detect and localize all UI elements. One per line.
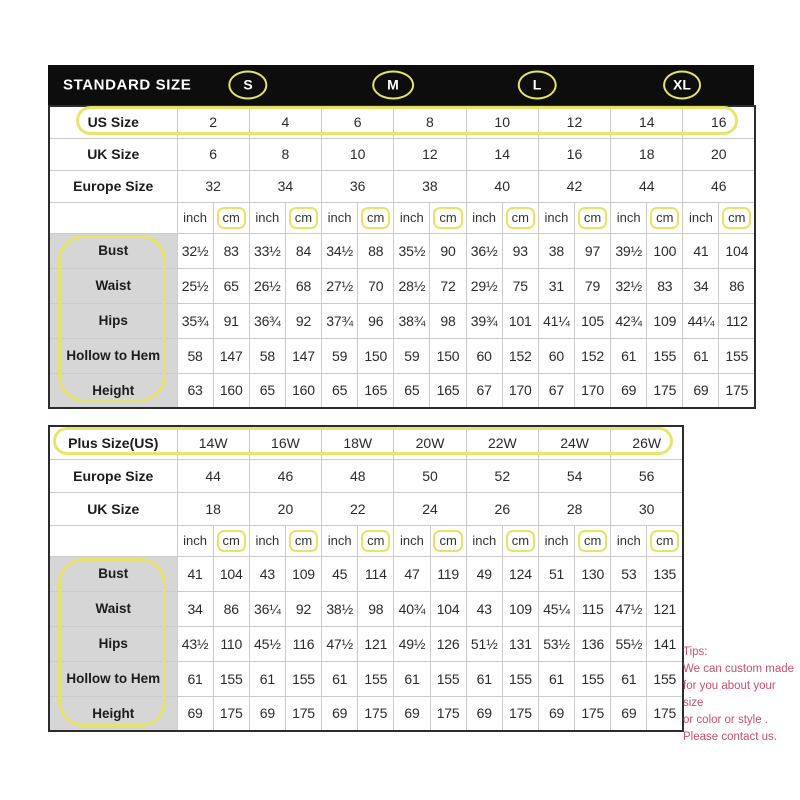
table-cell: 49½: [394, 626, 430, 661]
table-cell: 58: [177, 338, 213, 373]
table-cell: 155: [285, 661, 321, 696]
unit-inch-cell: inch: [611, 202, 647, 233]
row-label: UK Size: [49, 492, 177, 525]
row-label: Waist: [49, 268, 177, 303]
standard-size-section: [48, 65, 754, 409]
table-cell: 69: [394, 696, 430, 731]
table-cell: 69: [466, 696, 502, 731]
table-cell: 34: [177, 591, 213, 626]
table-cell: 44: [611, 170, 683, 202]
unit-cm-cell: [575, 525, 611, 556]
table-cell: 10: [322, 138, 394, 170]
unit-cm-cell: [647, 525, 683, 556]
table-cell: 14: [611, 106, 683, 138]
standard-size-table: [48, 105, 756, 409]
table-cell: 16: [538, 138, 610, 170]
table-cell: 155: [647, 338, 683, 373]
standard-size-table-host: [48, 105, 754, 409]
table-cell: 32: [177, 170, 249, 202]
table-cell: 83: [213, 233, 249, 268]
unit-inch-cell: inch: [394, 525, 430, 556]
table-cell: 43: [249, 556, 285, 591]
row-label: Waist: [49, 591, 177, 626]
table-cell: 155: [213, 661, 249, 696]
tips-line: or color or style .: [683, 714, 768, 726]
table-cell: 49: [466, 556, 502, 591]
row-label: US Size: [49, 106, 177, 138]
table-row: [49, 696, 683, 731]
table-cell: 22: [322, 492, 394, 525]
table-cell: 47½: [322, 626, 358, 661]
table-cell: 131: [502, 626, 538, 661]
table-cell: 39¾: [466, 303, 502, 338]
table-cell: 6: [177, 138, 249, 170]
table-cell: 34: [249, 170, 321, 202]
table-cell: 165: [358, 373, 394, 408]
table-cell: 110: [213, 626, 249, 661]
table-cell: 8: [249, 138, 321, 170]
table-cell: 38: [538, 233, 574, 268]
cm-highlight-box: cm: [506, 207, 535, 229]
table-cell: 36½: [466, 233, 502, 268]
table-cell: 170: [574, 373, 610, 408]
unit-cm-cell: [502, 525, 538, 556]
table-cell: 150: [430, 338, 466, 373]
table-cell: 12: [538, 106, 610, 138]
cm-highlight-box: cm: [433, 530, 462, 552]
table-row: [49, 459, 683, 492]
table-cell: 26½: [249, 268, 285, 303]
table-cell: 98: [358, 591, 394, 626]
unit-cm-cell: [502, 202, 538, 233]
table-cell: 59: [322, 338, 358, 373]
table-cell: 6: [322, 106, 394, 138]
table-cell: 70: [358, 268, 394, 303]
unit-inch-cell: inch: [466, 202, 502, 233]
table-cell: 40¾: [394, 591, 430, 626]
table-cell: 43½: [177, 626, 213, 661]
table-cell: 175: [647, 696, 683, 731]
table-cell: 42: [538, 170, 610, 202]
table-row: [49, 138, 755, 170]
table-cell: 37¾: [322, 303, 358, 338]
tips-line: for you about your size: [683, 680, 776, 709]
table-cell: 35¾: [177, 303, 213, 338]
table-cell: 45¼: [538, 591, 574, 626]
table-cell: 72: [430, 268, 466, 303]
table-cell: 104: [213, 556, 249, 591]
table-cell: 39½: [611, 233, 647, 268]
table-cell: 58: [249, 338, 285, 373]
row-label: UK Size: [49, 138, 177, 170]
table-cell: 53½: [538, 626, 574, 661]
table-cell: 12: [394, 138, 466, 170]
size-letter-ellipse: L: [518, 71, 557, 100]
row-label: Europe Size: [49, 459, 177, 492]
table-cell: 147: [285, 338, 321, 373]
table-cell: 53: [611, 556, 647, 591]
table-cell: 98: [430, 303, 466, 338]
table-cell: 51: [538, 556, 574, 591]
table-cell: 150: [358, 338, 394, 373]
table-cell: 61: [394, 661, 430, 696]
table-row: [49, 591, 683, 626]
cm-highlight-box: cm: [361, 207, 390, 229]
table-cell: 44¼: [683, 303, 719, 338]
table-cell: 47: [394, 556, 430, 591]
table-cell: 32½: [177, 233, 213, 268]
table-cell: 92: [285, 591, 321, 626]
table-cell: 170: [502, 373, 538, 408]
unit-inch-cell: inch: [322, 525, 358, 556]
table-cell: 44: [177, 459, 249, 492]
table-cell: 155: [647, 661, 683, 696]
table-row: [49, 338, 755, 373]
unit-inch-cell: inch: [249, 202, 285, 233]
unit-inch-cell: inch: [538, 525, 574, 556]
cm-highlight-box: cm: [650, 207, 679, 229]
table-cell: 51½: [466, 626, 502, 661]
table-row: [49, 233, 755, 268]
table-cell: 116: [285, 626, 321, 661]
table-row: [49, 525, 683, 556]
unit-inch-cell: inch: [177, 202, 213, 233]
table-cell: 38: [394, 170, 466, 202]
table-cell: 121: [647, 591, 683, 626]
table-cell: 50: [394, 459, 466, 492]
table-row: [49, 661, 683, 696]
table-cell: 69: [177, 696, 213, 731]
unit-cm-cell: [647, 202, 683, 233]
table-cell: 105: [574, 303, 610, 338]
table-cell: 84: [285, 233, 321, 268]
table-cell: 69: [538, 696, 574, 731]
table-cell: 75: [502, 268, 538, 303]
cm-highlight-box: cm: [289, 530, 318, 552]
table-cell: 79: [574, 268, 610, 303]
table-cell: 59: [394, 338, 430, 373]
table-cell: 136: [575, 626, 611, 661]
table-cell: 42¾: [611, 303, 647, 338]
table-cell: 175: [285, 696, 321, 731]
table-cell: 18: [177, 492, 249, 525]
table-cell: 67: [466, 373, 502, 408]
unit-inch-cell: inch: [683, 202, 719, 233]
table-cell: 126: [430, 626, 466, 661]
cm-highlight-box: cm: [289, 207, 318, 229]
table-cell: 43: [466, 591, 502, 626]
table-cell: 86: [213, 591, 249, 626]
unit-cm-cell: [574, 202, 610, 233]
table-cell: 16W: [249, 426, 321, 459]
table-cell: 96: [358, 303, 394, 338]
table-cell: 109: [502, 591, 538, 626]
table-cell: 91: [213, 303, 249, 338]
table-cell: 22W: [466, 426, 538, 459]
cm-highlight-box: cm: [506, 530, 535, 552]
table-cell: 54: [538, 459, 610, 492]
row-label: Hips: [49, 626, 177, 661]
plus-size-table-host: [48, 425, 682, 732]
row-label: Hips: [49, 303, 177, 338]
table-cell: 40: [466, 170, 538, 202]
unit-inch-cell: inch: [177, 525, 213, 556]
cm-highlight-box: cm: [722, 207, 751, 229]
table-cell: 41¼: [538, 303, 574, 338]
table-cell: 65: [249, 373, 285, 408]
table-cell: 175: [647, 373, 683, 408]
table-cell: 175: [575, 696, 611, 731]
table-row: [49, 303, 755, 338]
table-cell: 36¼: [249, 591, 285, 626]
row-label: Height: [49, 373, 177, 408]
table-cell: 10: [466, 106, 538, 138]
table-cell: 34½: [322, 233, 358, 268]
table-cell: 30: [611, 492, 683, 525]
table-cell: 26: [466, 492, 538, 525]
table-cell: 24W: [538, 426, 610, 459]
size-letter-ellipse: S: [228, 71, 267, 100]
tips-line: Tips:: [683, 646, 708, 658]
table-cell: 20: [683, 138, 755, 170]
table-cell: 61: [322, 661, 358, 696]
row-label: Plus Size(US): [49, 426, 177, 459]
table-cell: 121: [358, 626, 394, 661]
table-cell: 147: [213, 338, 249, 373]
row-label-empty: [49, 525, 177, 556]
cm-highlight-box: cm: [433, 207, 462, 229]
table-cell: 29½: [466, 268, 502, 303]
table-cell: 175: [430, 696, 466, 731]
table-cell: 152: [502, 338, 538, 373]
table-cell: 65: [213, 268, 249, 303]
table-row: [49, 373, 755, 408]
table-cell: 45½: [249, 626, 285, 661]
unit-inch-cell: inch: [538, 202, 574, 233]
table-cell: 101: [502, 303, 538, 338]
table-cell: 52: [466, 459, 538, 492]
table-cell: 141: [647, 626, 683, 661]
table-cell: 63: [177, 373, 213, 408]
table-cell: 155: [575, 661, 611, 696]
table-cell: 48: [322, 459, 394, 492]
table-cell: 112: [719, 303, 755, 338]
table-cell: 55½: [611, 626, 647, 661]
table-cell: 46: [249, 459, 321, 492]
table-cell: 104: [430, 591, 466, 626]
table-cell: 109: [285, 556, 321, 591]
table-row: [49, 492, 683, 525]
table-cell: 14: [466, 138, 538, 170]
cm-highlight-box: cm: [578, 530, 607, 552]
table-cell: 61: [177, 661, 213, 696]
size-letter-ellipse: M: [372, 71, 414, 100]
unit-cm-cell: [285, 202, 321, 233]
table-cell: 18: [611, 138, 683, 170]
table-cell: 114: [358, 556, 394, 591]
table-cell: 83: [647, 268, 683, 303]
table-cell: 25½: [177, 268, 213, 303]
table-cell: 152: [574, 338, 610, 373]
unit-cm-cell: [358, 525, 394, 556]
table-cell: 86: [719, 268, 755, 303]
table-cell: 61: [249, 661, 285, 696]
table-cell: 67: [538, 373, 574, 408]
unit-inch-cell: inch: [249, 525, 285, 556]
standard-size-header: [48, 65, 754, 105]
table-cell: 155: [358, 661, 394, 696]
table-cell: 175: [358, 696, 394, 731]
table-cell: 24: [394, 492, 466, 525]
unit-inch-cell: inch: [394, 202, 430, 233]
row-label: Height: [49, 696, 177, 731]
table-cell: 32½: [611, 268, 647, 303]
unit-inch-cell: inch: [466, 525, 502, 556]
table-cell: 93: [502, 233, 538, 268]
table-cell: 38½: [322, 591, 358, 626]
table-cell: 69: [611, 696, 647, 731]
size-letter-ellipse: XL: [663, 71, 701, 100]
unit-inch-cell: inch: [322, 202, 358, 233]
table-cell: 36: [322, 170, 394, 202]
table-cell: 124: [502, 556, 538, 591]
cm-highlight-box: cm: [217, 207, 246, 229]
unit-cm-cell: [213, 525, 249, 556]
unit-cm-cell: [430, 525, 466, 556]
table-cell: 90: [430, 233, 466, 268]
table-cell: 109: [647, 303, 683, 338]
cm-highlight-box: cm: [578, 207, 607, 229]
table-cell: 68: [285, 268, 321, 303]
table-cell: 41: [177, 556, 213, 591]
cm-highlight-box: cm: [217, 530, 246, 552]
table-cell: 130: [575, 556, 611, 591]
plus-size-table: [48, 425, 684, 732]
table-row: [49, 202, 755, 233]
table-cell: 165: [430, 373, 466, 408]
table-cell: 4: [249, 106, 321, 138]
row-label: Hollow to Hem: [49, 661, 177, 696]
table-cell: 61: [611, 661, 647, 696]
unit-cm-cell: [285, 525, 321, 556]
table-cell: 61: [538, 661, 574, 696]
table-cell: 61: [683, 338, 719, 373]
row-label: Europe Size: [49, 170, 177, 202]
table-cell: 35½: [394, 233, 430, 268]
table-cell: 175: [502, 696, 538, 731]
table-cell: 34: [683, 268, 719, 303]
tips-line: Please contact us.: [683, 731, 777, 743]
table-cell: 104: [719, 233, 755, 268]
table-cell: 60: [538, 338, 574, 373]
table-cell: 56: [611, 459, 683, 492]
table-cell: 8: [394, 106, 466, 138]
table-cell: 47½: [611, 591, 647, 626]
table-cell: 18W: [322, 426, 394, 459]
table-cell: 41: [683, 233, 719, 268]
table-cell: 97: [574, 233, 610, 268]
table-row: [49, 170, 755, 202]
table-cell: 175: [213, 696, 249, 731]
table-cell: 155: [430, 661, 466, 696]
table-row: [49, 556, 683, 591]
table-cell: 36¾: [249, 303, 285, 338]
table-cell: 20W: [394, 426, 466, 459]
unit-cm-cell: [213, 202, 249, 233]
table-cell: 100: [647, 233, 683, 268]
cm-highlight-box: cm: [361, 530, 390, 552]
table-cell: 28: [538, 492, 610, 525]
table-cell: 65: [322, 373, 358, 408]
standard-size-title: STANDARD SIZE: [63, 76, 192, 94]
unit-cm-cell: [430, 202, 466, 233]
table-cell: 69: [322, 696, 358, 731]
table-cell: 65: [394, 373, 430, 408]
table-cell: 31: [538, 268, 574, 303]
row-label: Bust: [49, 556, 177, 591]
table-cell: 38¾: [394, 303, 430, 338]
table-cell: 2: [177, 106, 249, 138]
table-cell: 155: [719, 338, 755, 373]
table-cell: 33½: [249, 233, 285, 268]
table-cell: 16: [683, 106, 755, 138]
table-cell: 27½: [322, 268, 358, 303]
table-row: [49, 268, 755, 303]
table-row: [49, 426, 683, 459]
table-cell: 115: [575, 591, 611, 626]
table-cell: 88: [358, 233, 394, 268]
cm-highlight-box: cm: [650, 530, 679, 552]
unit-inch-cell: inch: [611, 525, 647, 556]
table-cell: 135: [647, 556, 683, 591]
table-cell: 45: [322, 556, 358, 591]
table-cell: 69: [683, 373, 719, 408]
row-label: Hollow to Hem: [49, 338, 177, 373]
table-cell: 60: [466, 338, 502, 373]
table-cell: 160: [213, 373, 249, 408]
row-label: Bust: [49, 233, 177, 268]
row-label-empty: [49, 202, 177, 233]
table-cell: 69: [249, 696, 285, 731]
table-cell: 119: [430, 556, 466, 591]
table-cell: 69: [611, 373, 647, 408]
table-cell: 160: [285, 373, 321, 408]
table-cell: 61: [611, 338, 647, 373]
unit-cm-cell: [719, 202, 755, 233]
table-cell: 20: [249, 492, 321, 525]
table-cell: 155: [502, 661, 538, 696]
plus-size-section: [48, 425, 682, 732]
table-cell: 92: [285, 303, 321, 338]
table-row: [49, 626, 683, 661]
table-cell: 175: [719, 373, 755, 408]
tips-note: [683, 644, 795, 746]
table-cell: 14W: [177, 426, 249, 459]
table-cell: 26W: [611, 426, 683, 459]
tips-line: We can custom made: [683, 663, 795, 675]
unit-cm-cell: [358, 202, 394, 233]
table-cell: 46: [683, 170, 755, 202]
table-cell: 61: [466, 661, 502, 696]
table-row: [49, 106, 755, 138]
table-cell: 28½: [394, 268, 430, 303]
